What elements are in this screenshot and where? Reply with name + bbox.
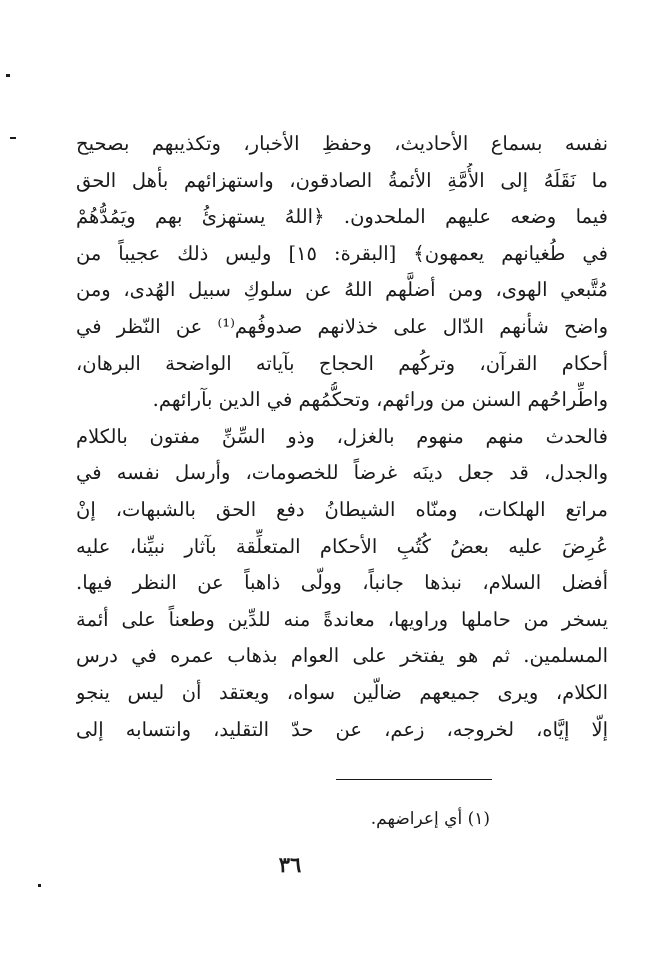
text-line: يسخر من حاملها وراويها، معاندةً منه للدِّين وطعناً على أئمة	[76, 607, 608, 631]
text-line: واضح شأنهم الدّال على خذلانهم صدوفُهم⁽¹⁾ عن النّظر في	[76, 314, 608, 338]
body-text	[76, 126, 608, 748]
footnote-divider	[336, 779, 492, 780]
text-line: ما نَقَلَهُ إلى الأُمَّةِ الأئمةُ الصادقون، واستهزائهم بأهل الحق	[76, 168, 608, 192]
text-line: الكلام، ويرى جميعهم ضالّين سواه، ويعتقد أن ليس ينجو	[76, 680, 608, 704]
scan-mark	[38, 884, 41, 887]
text-line: فالحدث منهم منهوم بالغزل، وذو السِّنِّ مفتون بالكلام	[76, 424, 608, 448]
text-line: والجدل، قد جعل دينَه غرضاً للخصومات، وأرسل نفسه في	[76, 461, 608, 485]
text-line: المسلمين. ثم هو يفتخر على العوام بذهاب عمره في درس	[76, 644, 608, 668]
text-line: إلّا إيَّاه، لخروجه، زعم، عن حدّ التقليد، وانتسابه إلى	[76, 717, 608, 741]
text-line: عُرِضَ عليه بعضُ كُتُبِ الأحكام المتعلِّقة بآثار نبيِّنا، عليه	[76, 534, 608, 558]
text-line: فيما وضعه عليهم الملحدون. ﴿اللهُ يستهزئُ بهم ويَمُدُّهُمْ	[76, 205, 608, 229]
scan-mark	[10, 137, 16, 139]
text-line: مُتَّبعي الهوى، ومن أضلَّهم اللهُ عن سلوكِ سبيل الهُدى، ومن	[76, 278, 608, 302]
page-number: ٣٦	[278, 852, 302, 877]
text-line: أفضل السلام، نبذها جانباً، وولّى ذاهباً عن النظر فيها.	[76, 571, 608, 595]
footnote: (١) أي إعراضهم.	[370, 809, 490, 829]
text-line: نفسه بسماع الأحاديث، وحفظِ الأخبار، وتكذيبهم بصحيح	[76, 132, 608, 155]
text-line: واطِّراحُهم السنن من ورائهم، وتحكُّمُهم في الدين بآرائهم.	[152, 388, 608, 412]
text-line: مراتع الهلكات، ومنّاه الشيطانُ دفع الحق بالشبهات، إنْ	[76, 497, 608, 521]
text-line: أحكام القرآن، وتركُهم الحجاج بآياته الواضحة البرهان،	[76, 351, 608, 375]
text-line: في طُغيانهم يعمهون﴾ [البقرة: ١٥] وليس ذلك عجيباً من	[76, 241, 608, 265]
scan-mark	[6, 74, 10, 77]
